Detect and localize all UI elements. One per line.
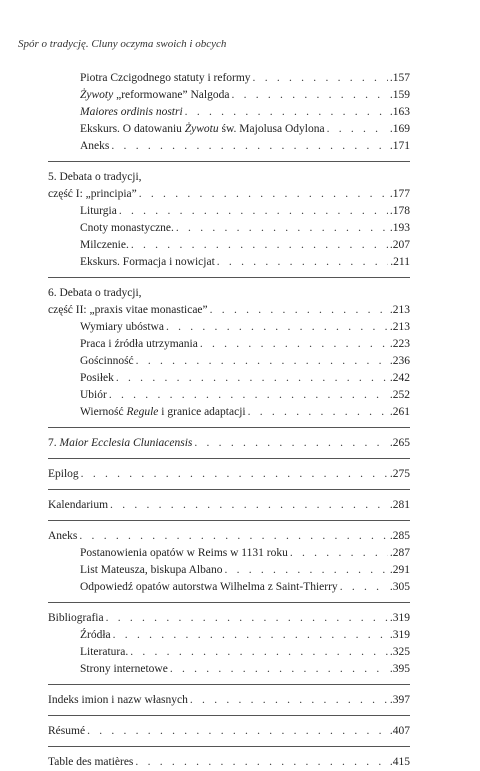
- toc-subsection-entry[interactable]: [48, 319, 410, 336]
- toc-chapter-entry[interactable]: [48, 754, 410, 771]
- toc-group: [48, 692, 410, 709]
- page-number: .178: [389, 205, 410, 217]
- toc-chapter-entry[interactable]: [48, 497, 410, 514]
- entry-title: Liturgia: [80, 205, 117, 217]
- entry-title: Posiłek: [80, 372, 114, 384]
- toc-subsection-entry[interactable]: [48, 404, 410, 421]
- toc-chapter-entry[interactable]: [48, 610, 410, 627]
- page-number: .223: [389, 338, 410, 350]
- toc-subsection-entry[interactable]: [48, 579, 410, 596]
- entry-title: Postanowienia opatów w Reims w 1131 roku: [80, 547, 288, 559]
- entry-title: Table des matières: [48, 756, 134, 768]
- page-number: .171: [389, 140, 410, 152]
- section-divider: [48, 161, 410, 162]
- toc-group: [48, 723, 410, 740]
- entry-title: Praca i źródła utrzymania: [80, 338, 198, 350]
- toc-group: [48, 610, 410, 678]
- dot-leader: [194, 435, 388, 452]
- entry-title: Aneks: [48, 530, 78, 542]
- page-number: .177: [389, 188, 410, 200]
- section-divider: [48, 520, 410, 521]
- toc-subsection-entry[interactable]: [48, 336, 410, 353]
- section-divider: [48, 684, 410, 685]
- entry-title: Wierność Regule i granice adaptacji: [80, 406, 246, 418]
- page-number: .265: [389, 437, 410, 449]
- toc-group: [48, 70, 410, 155]
- entry-title: List Mateusza, biskupa Albano: [80, 564, 223, 576]
- entry-title: Odpowiedź opatów autorstwa Wilhelma z Saint-Thierry: [80, 581, 338, 593]
- page-number: .305: [389, 581, 410, 593]
- dot-leader: [170, 661, 388, 678]
- table-of-contents: [48, 70, 410, 771]
- toc-chapter-entry[interactable]: [48, 692, 410, 709]
- toc-chapter-entry[interactable]: [48, 285, 410, 302]
- toc-chapter-entry[interactable]: [48, 466, 410, 483]
- dot-leader: [110, 497, 388, 514]
- dot-leader: [79, 528, 387, 545]
- dot-leader: [217, 254, 389, 271]
- page-number: .325: [389, 646, 410, 658]
- toc-subsection-entry[interactable]: [48, 661, 410, 678]
- section-divider: [48, 489, 410, 490]
- toc-chapter-entry[interactable]: [48, 723, 410, 740]
- page-number: .395: [389, 663, 410, 675]
- toc-chapter-entry[interactable]: [48, 186, 410, 203]
- entry-title: Milczenie.: [80, 239, 129, 251]
- dot-leader: [119, 203, 388, 220]
- toc-chapter-entry[interactable]: [48, 435, 410, 452]
- entry-title: Wymiary ubóstwa: [80, 321, 164, 333]
- dot-leader: [131, 237, 388, 254]
- toc-group: [48, 466, 410, 483]
- section-divider: [48, 277, 410, 278]
- dot-leader: [210, 302, 388, 319]
- dot-leader: [290, 545, 388, 562]
- page-number: .285: [389, 530, 410, 542]
- dot-leader: [87, 723, 388, 740]
- page-number: .319: [389, 612, 410, 624]
- entry-title: Literatura.: [80, 646, 129, 658]
- toc-subsection-entry[interactable]: [48, 387, 410, 404]
- entry-title: Piotra Czcigodnego statuty i reformy: [80, 72, 251, 84]
- page-number: .242: [389, 372, 410, 384]
- toc-group: [48, 435, 410, 452]
- page-number: .397: [389, 694, 410, 706]
- dot-leader: [136, 353, 388, 370]
- entry-title: Źródła: [80, 629, 111, 641]
- dot-leader: [190, 692, 388, 709]
- dot-leader: [176, 220, 388, 237]
- dot-leader: [109, 387, 388, 404]
- entry-title: Ubiór: [80, 389, 107, 401]
- page-number: .415: [389, 756, 410, 768]
- toc-subsection-entry[interactable]: [48, 545, 410, 562]
- entry-title: część I: „principia”: [48, 188, 137, 200]
- dot-leader: [248, 404, 388, 421]
- toc-subsection-entry[interactable]: [48, 370, 410, 387]
- entry-title: Epilog: [48, 468, 79, 480]
- page-number: .193: [389, 222, 410, 234]
- dot-leader: [135, 754, 387, 771]
- entry-title: Gościnność: [80, 355, 134, 367]
- entry-title: 7. Maior Ecclesia Cluniacensis: [48, 437, 193, 449]
- page-number: .163: [389, 106, 410, 118]
- toc-subsection-entry[interactable]: [48, 220, 410, 237]
- toc-chapter-entry[interactable]: [48, 302, 410, 319]
- toc-subsection-entry[interactable]: [48, 353, 410, 370]
- dot-leader: [231, 87, 387, 104]
- toc-chapter-entry[interactable]: [48, 169, 410, 186]
- toc-subsection-entry[interactable]: [48, 138, 410, 155]
- page-number: .319: [389, 629, 410, 641]
- dot-leader: [111, 138, 387, 155]
- toc-subsection-entry[interactable]: [48, 203, 410, 220]
- dot-leader: [130, 644, 388, 661]
- entry-title: Kalendarium: [48, 499, 109, 511]
- toc-subsection-entry[interactable]: [48, 562, 410, 579]
- page-number: .236: [389, 355, 410, 367]
- toc-subsection-entry[interactable]: [48, 627, 410, 644]
- page-number: .213: [389, 321, 410, 333]
- entry-title: 5. Debata o tradycji,: [48, 171, 142, 183]
- entry-title: Ekskurs. O datowaniu Żywotu św. Majolusa Odylona: [80, 123, 325, 135]
- toc-subsection-entry[interactable]: [48, 644, 410, 661]
- entry-title: Żywoty „reformowane” Nalgoda: [80, 89, 230, 101]
- toc-subsection-entry[interactable]: [48, 254, 410, 271]
- entry-title: Strony internetowe: [80, 663, 168, 675]
- page-number: .291: [389, 564, 410, 576]
- toc-chapter-entry[interactable]: [48, 528, 410, 545]
- running-head: Spór o tradycję. Cluny oczyma swoich i obcych: [18, 38, 227, 50]
- dot-leader: [200, 336, 388, 353]
- dot-leader: [327, 121, 388, 138]
- dot-leader: [224, 562, 387, 579]
- dot-leader: [139, 186, 388, 203]
- toc-subsection-entry[interactable]: [48, 237, 410, 254]
- page-number: .211: [390, 256, 410, 268]
- page-number: .287: [389, 547, 410, 559]
- toc-group: [48, 497, 410, 514]
- entry-title: Ekskurs. Formacja i nowicjat: [80, 256, 215, 268]
- section-divider: [48, 458, 410, 459]
- section-divider: [48, 427, 410, 428]
- page-number: .252: [389, 389, 410, 401]
- toc-group: [48, 169, 410, 271]
- page-number: .169: [389, 123, 410, 135]
- dot-leader: [116, 370, 388, 387]
- toc-subsection-entry[interactable]: [48, 121, 410, 138]
- toc-subsection-entry[interactable]: [48, 70, 410, 87]
- section-divider: [48, 746, 410, 747]
- dot-leader: [340, 579, 388, 596]
- dot-leader: [106, 610, 388, 627]
- entry-title: 6. Debata o tradycji,: [48, 287, 142, 299]
- dot-leader: [113, 627, 388, 644]
- section-divider: [48, 715, 410, 716]
- page-number: .159: [389, 89, 410, 101]
- page-number: .407: [389, 725, 410, 737]
- entry-title: Cnoty monastyczne.: [80, 222, 174, 234]
- toc-group: [48, 528, 410, 596]
- entry-title: Indeks imion i nazw własnych: [48, 694, 188, 706]
- entry-title: Aneks: [80, 140, 110, 152]
- page-number: .157: [389, 72, 410, 84]
- page-number: .261: [389, 406, 410, 418]
- page-number: .213: [389, 304, 410, 316]
- dot-leader: [81, 466, 388, 483]
- section-divider: [48, 602, 410, 603]
- page-number: .207: [389, 239, 410, 251]
- entry-title: Maiores ordinis nostri: [80, 106, 183, 118]
- toc-group: [48, 754, 410, 771]
- page-number: .281: [389, 499, 410, 511]
- entry-title: część II: „praxis vitae monasticae”: [48, 304, 208, 316]
- dot-leader: [185, 104, 388, 121]
- toc-subsection-entry[interactable]: [48, 87, 410, 104]
- entry-title: Bibliografia: [48, 612, 104, 624]
- page-number: .275: [389, 468, 410, 480]
- dot-leader: [166, 319, 388, 336]
- toc-subsection-entry[interactable]: [48, 104, 410, 121]
- toc-group: [48, 285, 410, 421]
- dot-leader: [253, 70, 388, 87]
- entry-title: Résumé: [48, 725, 86, 737]
